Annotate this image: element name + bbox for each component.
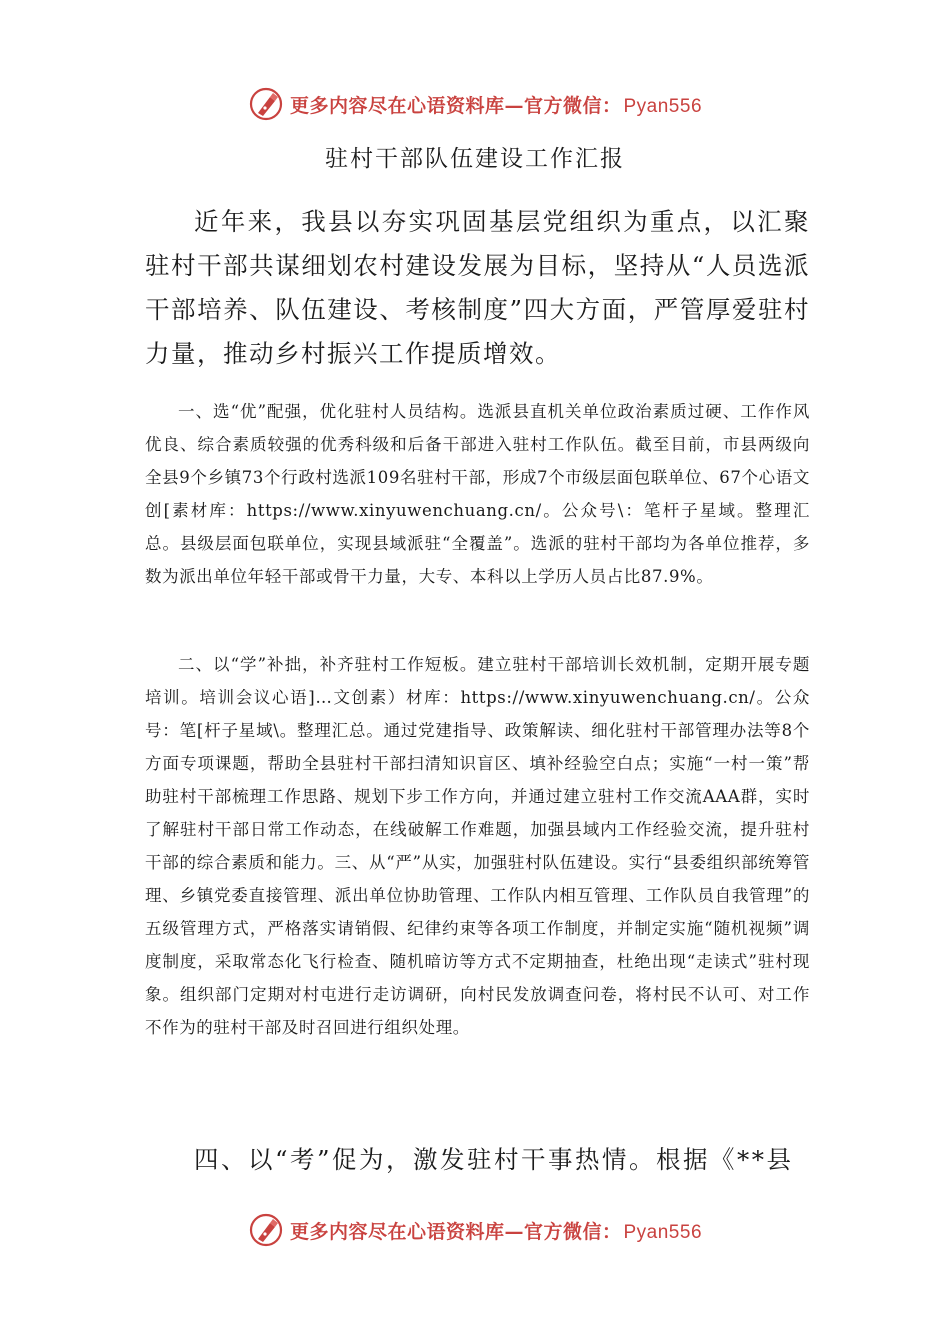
watermark-text: 更多内容尽在心语资料库—官方微信： Pyan556 xyxy=(289,94,703,117)
watermark-id: Pyan556 xyxy=(623,1221,703,1243)
section-1-paragraph: 一、选“优”配强，优化驻村人员结构。选派县直机关单位政治素质过硬、工作作风优良、综合素质较强的优秀科级和后备干部进入驻村工作队伍。截至目前，市县两级向全县9个乡镇73个行政村选派109名驻村干部，形成7个市级层面包联单位、67个心语文创[素材库：https://www.xinyuwenchuang.cn/。公众号\：笔杆子星域。整理汇总。县级层面包联单位，实现县域派驻“全覆盖”。选派的驻村干部均为各单位推荐，多数为派出单位年轻干部或骨干力量，大专、本科以上学历人员占比87.9%。 xyxy=(145,402,810,586)
watermark-footer xyxy=(0,1208,950,1252)
section-4-heading: 四、以“考”促为，激发驻村干事热情。根据《**县 xyxy=(194,1145,794,1174)
pen-nib-logo-icon xyxy=(248,86,284,122)
section-2-paragraph: 二、以“学”补拙，补齐驻村工作短板。建立驻村干部培训长效机制，定期开展专题培训。培训会议心语]…文创素）材库：https://www.xinyuwenchuang.cn/。公众号：笔[杆子星域\。整理汇总。通过党建指导、政策解读、细化驻村干部管理办法等8个方面专项课题，帮助全县驻村干部扫清知识盲区、填补经验空白点；实施“一村一策”帮助驻村干部梳理工作思路、规划下步工作方向，并通过建立驻村工作交流AAA群，实时了解驻村干部日常工作动态，在线破解工作难题，加强县域内工作经验交流，提升驻村干部的综合素质和能力。三、从“严”从实，加强驻村队伍建设。实行“县委组织部统筹管理、乡镇党委直接管理、派出单位协助管理、工作队内相互管理、工作队员自我管理”的五级管理方式，严格落实请销假、纪律约束等各项工作制度，并制定实施“随机视频”调度制度，采取常态化飞行检查、随机暗访等方式不定期抽查，杜绝出现“走读式”驻村现象。组织部门定期对村屯进行走访调研，向村民发放调查问卷，将村民不认可、对工作不作为的驻村干部及时召回进行组织处理。 xyxy=(145,655,810,1037)
lead-paragraph: 近年来，我县以夯实巩固基层党组织为重点，以汇聚驻村干部共谋细划农村建设发展为目标，坚持从“人员选派干部培养、队伍建设、考核制度”四大方面，严管厚爱驻村力量，推动乡村振兴工作提质增效。 xyxy=(145,207,810,368)
document-title: 驻村干部队伍建设工作汇报 xyxy=(325,146,625,172)
watermark-header xyxy=(0,82,950,126)
watermark-text: 更多内容尽在心语资料库—官方微信： Pyan556 xyxy=(289,1220,703,1243)
pen-nib-logo-icon xyxy=(248,1212,284,1248)
watermark-id: Pyan556 xyxy=(623,95,703,117)
